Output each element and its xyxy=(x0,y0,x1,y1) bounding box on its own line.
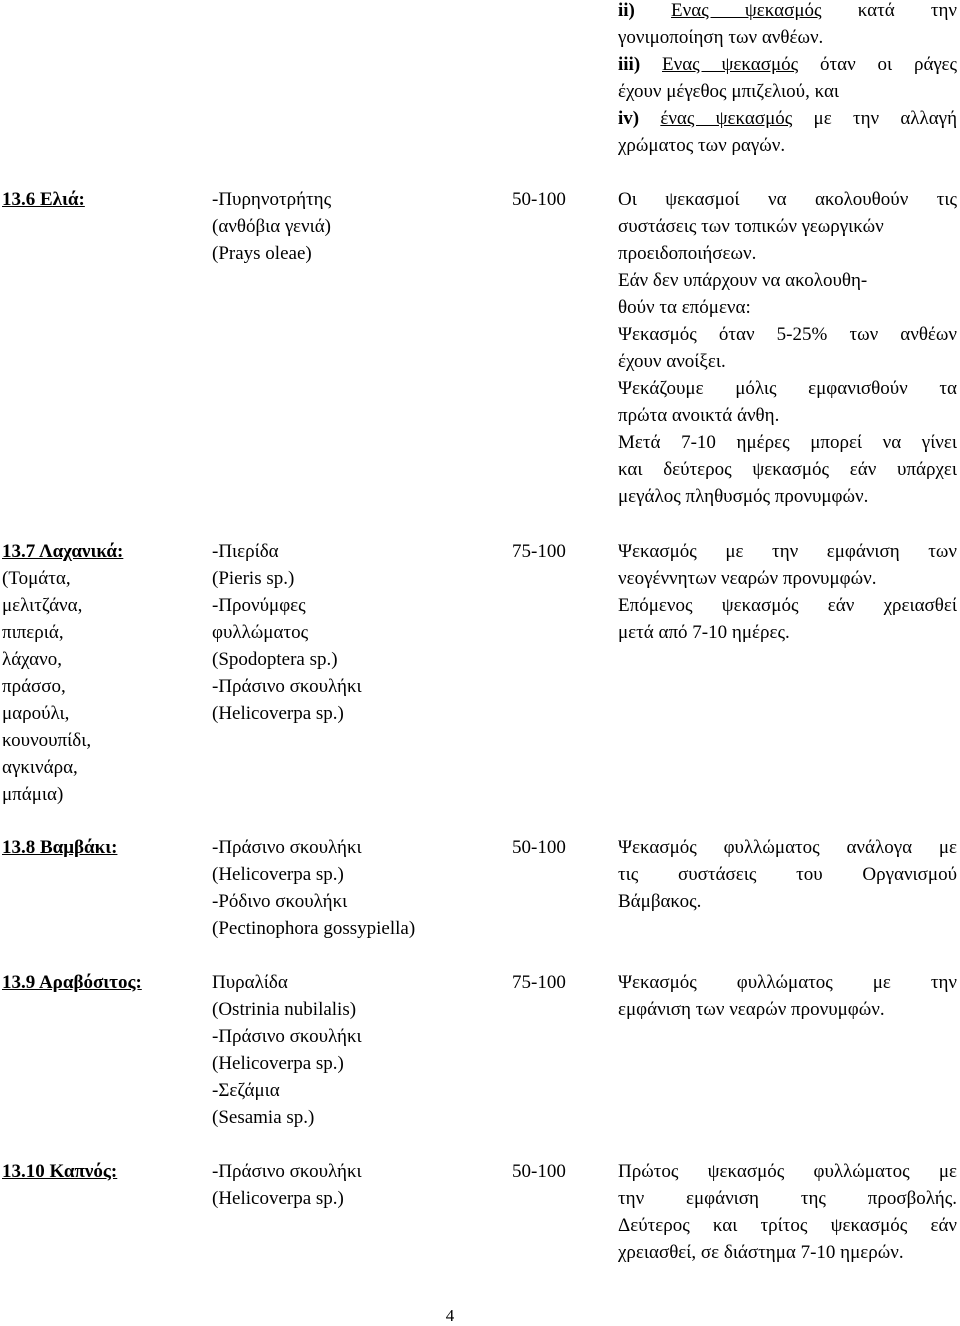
dose-13-7 xyxy=(512,538,566,565)
pest-line: φυλλώματος xyxy=(212,622,309,643)
pest-line: -Προνύμφες xyxy=(212,595,306,616)
pest-line: (Helicoverpa sp.) xyxy=(212,703,344,724)
note-line: Εάν δεν υπάρχουν να ακολουθη- xyxy=(618,270,868,291)
pest-line: Πυραλίδα xyxy=(212,972,288,993)
intro-line: έχουν μέγεθος μπιζελιού, και xyxy=(618,81,840,102)
intro-line: χρώματος των ραγών. xyxy=(618,135,786,156)
pest-line: -Πιερίδα xyxy=(212,541,279,562)
pest-line: (Ostrinia nubilalis) xyxy=(212,999,357,1020)
pest-line: (Pectinophora gossypiella) xyxy=(212,918,416,939)
dose-value: 75-100 xyxy=(512,541,566,562)
pest-line: -Πράσινο σκουλήκι xyxy=(212,676,362,697)
note-line: την εμφάνιση της προσβολής. xyxy=(618,1188,957,1209)
pest-line: -Πράσινο σκουλήκι xyxy=(212,837,362,858)
note-line: μεγάλος πληθυσμός προνυμφών. xyxy=(618,486,869,507)
note-line: θούν τα επόμενα: xyxy=(618,297,751,318)
note-line: πρώτα ανοικτά άνθη. xyxy=(618,405,780,426)
dose-13-8 xyxy=(512,834,566,861)
note-line: Ψεκασμός φυλλώματος ανάλογα με xyxy=(618,837,957,858)
crop-title: 13.6 Ελιά: xyxy=(2,189,85,210)
page-number: 4 xyxy=(445,1306,455,1325)
note-line: Επόμενος ψεκασμός εάν χρειασθεί xyxy=(618,595,957,616)
pest-line: (ανθόβια γενιά) xyxy=(212,216,331,237)
notes-13-9 xyxy=(618,969,957,1023)
note-line: έχουν ανοίξει. xyxy=(618,351,726,372)
dose-13-10 xyxy=(512,1158,566,1185)
pest-line: -Ρόδινο σκουλήκι xyxy=(212,891,348,912)
crop-list-item: αγκινάρα, xyxy=(2,757,78,778)
notes-13-6 xyxy=(618,186,957,510)
pest-13-6 xyxy=(212,186,331,267)
crop-list-item: πιπεριά, xyxy=(2,622,64,643)
crop-list-item: (Τομάτα, xyxy=(2,568,71,589)
note-line: Βάμβακος. xyxy=(618,891,702,912)
note-line: Δεύτερος και τρίτος ψεκασμός εάν xyxy=(618,1215,957,1236)
intro-line: iv) ένας ψεκασμός με την αλλαγή xyxy=(618,108,957,129)
dose-value: 50-100 xyxy=(512,189,566,210)
pest-line: -Πράσινο σκουλήκι xyxy=(212,1026,362,1047)
intro-line: iii) Ενας ψεκασμός όταν οι ράγες xyxy=(618,54,957,75)
note-line: τις συστάσεις του Οργανισμού xyxy=(618,864,957,885)
intro-notes xyxy=(618,0,957,159)
crop-list-item: μαρούλι, xyxy=(2,703,70,724)
dose-value: 50-100 xyxy=(512,837,566,858)
crop-list-item: μελιτζάνα, xyxy=(2,595,83,616)
pest-13-10 xyxy=(212,1158,362,1212)
note-line: χρειασθεί, σε διάστημα 7-10 ημερών. xyxy=(618,1242,904,1263)
crop-13-10 xyxy=(2,1158,117,1185)
pest-13-7 xyxy=(212,538,362,727)
notes-13-8 xyxy=(618,834,957,915)
crop-list-item: μπάμια) xyxy=(2,784,64,805)
crop-title: 13.10 Καπνός: xyxy=(2,1161,118,1182)
crop-list-item: λάχανο, xyxy=(2,649,62,670)
crop-title: 13.8 Βαμβάκι: xyxy=(2,837,118,858)
note-line: εμφάνιση των νεαρών προνυμφών. xyxy=(618,999,885,1020)
note-line: Ψεκασμός όταν 5-25% των ανθέων xyxy=(618,324,957,345)
note-line: Πρώτος ψεκασμός φυλλώματος με xyxy=(618,1161,957,1182)
notes-13-10 xyxy=(618,1158,957,1266)
crop-13-9 xyxy=(2,969,142,996)
note-line: και δεύτερος ψεκασμός εάν υπάρχει xyxy=(618,459,957,480)
intro-line: γονιμοποίηση των ανθέων. xyxy=(618,27,824,48)
intro-line: ii) Ενας ψεκασμός κατά την xyxy=(618,0,957,21)
note-line: νεογέννητων νεαρών προνυμφών. xyxy=(618,568,877,589)
pest-line: -Σεζάμια xyxy=(212,1080,280,1101)
note-line: Οι ψεκασμοί να ακολουθούν τις xyxy=(618,189,957,210)
crop-list-item: πράσσο, xyxy=(2,676,66,697)
pest-13-9 xyxy=(212,969,362,1131)
crop-13-7 xyxy=(2,538,123,808)
crop-13-6 xyxy=(2,186,85,213)
pest-line: -Πράσινο σκουλήκι xyxy=(212,1161,362,1182)
note-line: Μετά 7-10 ημέρες μπορεί να γίνει xyxy=(618,432,957,453)
pest-line: (Spodoptera sp.) xyxy=(212,649,338,670)
pest-line: (Prays oleae) xyxy=(212,243,312,264)
pest-line: (Sesamia sp.) xyxy=(212,1107,315,1128)
crop-13-8 xyxy=(2,834,117,861)
pest-line: -Πυρηνοτρήτης xyxy=(212,189,332,210)
note-line: Ψεκασμός με την εμφάνιση των xyxy=(618,541,957,562)
note-line: Ψεκάζουμε μόλις εμφανισθούν τα xyxy=(618,378,957,399)
pest-line: (Helicoverpa sp.) xyxy=(212,1053,344,1074)
dose-value: 50-100 xyxy=(512,1161,566,1182)
note-line: συστάσεις των τοπικών γεωργικών xyxy=(618,216,884,237)
dose-13-9 xyxy=(512,969,566,996)
notes-13-7 xyxy=(618,538,957,646)
crop-title: 13.9 Αραβόσιτος: xyxy=(2,972,142,993)
pest-line: (Helicoverpa sp.) xyxy=(212,1188,344,1209)
note-line: μετά από 7-10 ημέρες. xyxy=(618,622,790,643)
dose-value: 75-100 xyxy=(512,972,566,993)
dose-13-6 xyxy=(512,186,566,213)
crop-title: 13.7 Λαχανικά: xyxy=(2,541,124,562)
pest-line: (Helicoverpa sp.) xyxy=(212,864,344,885)
note-line: Ψεκασμός φυλλώματος με την xyxy=(618,972,957,993)
crop-list-item: κουνουπίδι, xyxy=(2,730,92,751)
pest-line: (Pieris sp.) xyxy=(212,568,295,589)
pest-13-8 xyxy=(212,834,415,942)
note-line: προειδοποιήσεων. xyxy=(618,243,757,264)
